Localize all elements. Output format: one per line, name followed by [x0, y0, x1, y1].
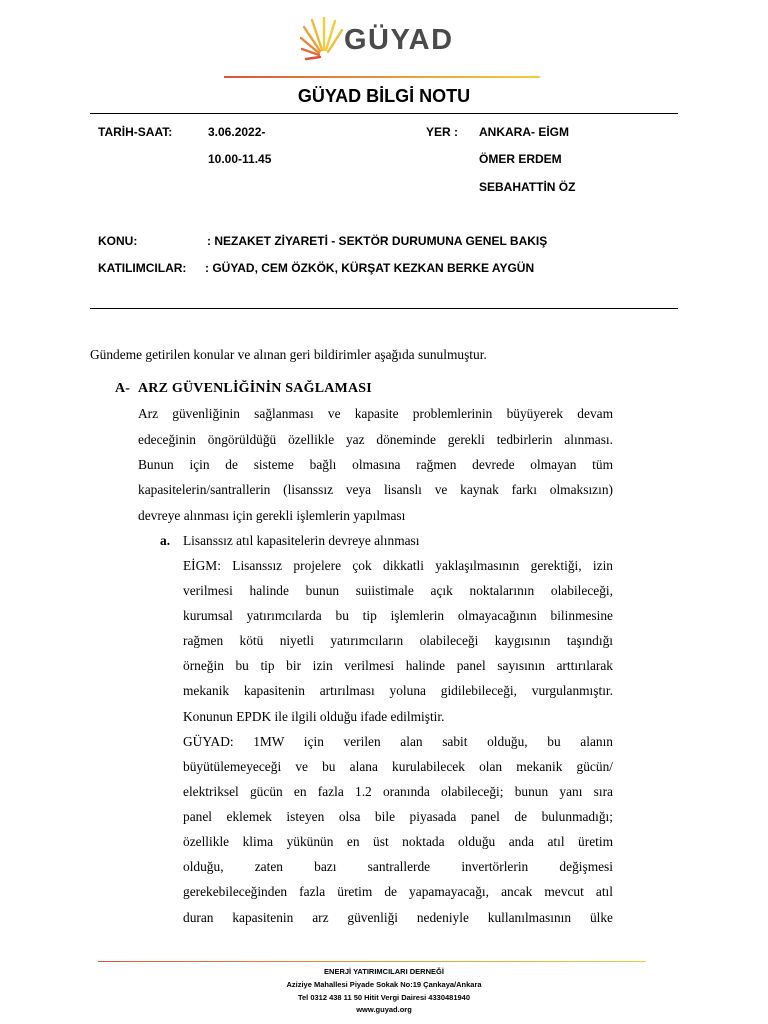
footer-phone: Tel 0312 438 11 50 Hitit Vergi Dairesi 4330481940 [297, 993, 471, 1002]
item-a-line: duran kapasitenin arz güvenliği nedeniyle kullanılmasının ülke [183, 910, 613, 925]
item-a-line: örneğin bu tip bir izin verilmesi halinde panel sayısının arttırılarak [183, 658, 613, 673]
footer-website: www.guyad.org [356, 1005, 412, 1014]
header-decorative-rule [224, 76, 540, 78]
item-a-line: büyütülemeyeceği ve bu alana kurulabilecek olan mekanik gücün/ [183, 759, 613, 774]
item-a-line: GÜYAD: 1MW için verilen alan sabit olduğu, bu alanın [183, 734, 613, 749]
item-a-line: kurumsal yatırımcılarda bu tip işlemlerin olmayacağının bilinmesine [183, 608, 613, 623]
participants-value: : GÜYAD, CEM ÖZKÖK, KÜRŞAT KEZKAN BERKE AYGÜN [205, 261, 535, 275]
section-a-line: Bunun için de sisteme bağlı olmasına rağmen devrede olmayan tüm [138, 457, 613, 472]
item-a-line: EİGM: Lisanssız projelere çok dikkatli yaklaşılmasının gerektiği, izin [183, 558, 613, 573]
subject-label: KONU: [98, 234, 138, 248]
place-label: YER : [426, 125, 459, 139]
intro-paragraph: Gündeme getirilen konular ve alınan geri bildirimler aşağıda sunulmuştur. [90, 347, 487, 362]
section-a-line: kapasitelerin/santrallerin (lisanssız veya lisanslı ve kaynak farkı olmaksızın) [138, 482, 613, 497]
time-value: 10.00-11.45 [208, 152, 272, 166]
sun-rays-icon [300, 12, 344, 62]
item-a-line: verilmesi halinde bunun suiistimale açık noktalarının olabileceği, [183, 583, 613, 598]
participants-label: KATILIMCILAR: [98, 261, 187, 275]
header-bottom-rule [90, 308, 678, 309]
section-a-marker: A- [115, 381, 131, 396]
footer-org: ENERJİ YATIRIMCILARI DERNEĞİ [324, 967, 444, 976]
item-a-line: Konunun EPDK ile ilgili olduğu ifade edilmiştir. [183, 709, 445, 724]
guyad-logo [300, 10, 480, 66]
item-a-line: özellikle klima yükünün en üst noktada olduğu anda atıl üretim [183, 834, 613, 849]
section-a-line: Arz güvenliğinin sağlanması ve kapasite problemlerinin büyüyerek devam [138, 406, 613, 421]
item-a-line: panel eklemek isteyen olsa bile piyasada panel de bulunmadığı; [183, 809, 613, 824]
item-a-line: olduğu, zaten bazı santrallerde invertörlerin değişmesi [183, 859, 613, 874]
footer-address: Aziziye Mahallesi Piyade Sokak No:19 Çankaya/Ankara [286, 980, 482, 989]
attendee-1: ÖMER ERDEM [479, 152, 562, 166]
item-a-line: elektriksel gücün en fazla 1.2 oranında olabileceği; bunun yanı sıra [183, 784, 613, 799]
section-a-line: edeceğinin öngörüldüğü özellikle yaz döneminde gerekli tedbirlerin alınması. [138, 432, 613, 447]
item-a-heading: Lisanssız atıl kapasitelerin devreye alınması [183, 533, 420, 548]
footer-decorative-rule [98, 961, 646, 962]
attendee-2: SEBAHATTİN ÖZ [479, 180, 576, 194]
date-label: TARİH-SAAT: [98, 125, 173, 139]
item-a-line: gerekebileceğinden fazla üretim de yapamayacağı, ancak mevcut atıl [183, 884, 613, 899]
place-value: ANKARA- EİGM [479, 125, 569, 139]
logo-wordmark: GÜYAD [344, 24, 454, 56]
section-a-heading: ARZ GÜVENLİĞİNİN SAĞLAMASI [138, 381, 372, 396]
date-value: 3.06.2022- [208, 125, 266, 139]
document-title: GÜYAD BİLGİ NOTU [297, 86, 471, 106]
item-a-line: rağmen kötü niyetli yatırımcıların olabileceği kaygısının taşındığı [183, 633, 613, 648]
section-a-line: devreye alınması için gerekli işlemlerin yapılması [138, 508, 406, 523]
header-top-rule [90, 113, 678, 114]
item-a-line: mekanik kapasitenin artırılması yoluna gidilebileceği, vurgulanmıştır. [183, 683, 613, 698]
subject-value: : NEZAKET ZİYARETİ - SEKTÖR DURUMUNA GENEL BAKIŞ [207, 234, 548, 248]
item-a-marker: a. [160, 533, 171, 548]
